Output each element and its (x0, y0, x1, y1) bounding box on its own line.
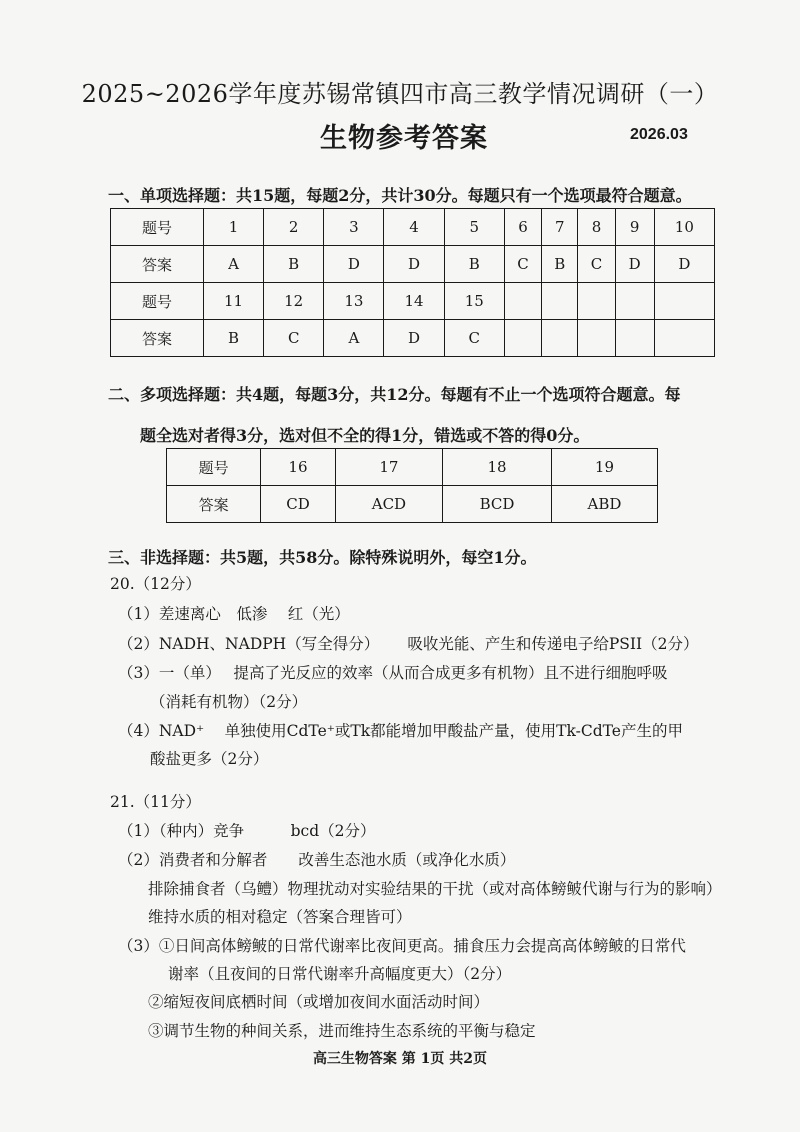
row-label: 题号 (111, 209, 204, 246)
question-number (654, 283, 714, 320)
answer-cell: C (444, 320, 504, 357)
document-date: 2026.03 (630, 126, 688, 143)
multi-choice-table (166, 448, 658, 523)
answer-cell: D (615, 246, 654, 283)
row-label: 题号 (167, 449, 261, 486)
question-number: 5 (444, 209, 504, 246)
single-choice-table (110, 208, 715, 357)
answer-cell: B (203, 320, 263, 357)
question-number: 13 (324, 283, 384, 320)
answer-cell: D (384, 246, 444, 283)
question-number: 9 (615, 209, 654, 246)
answer-line: 酸盐更多（2分） (150, 750, 269, 768)
answer-cell (578, 320, 615, 357)
question-number: 16 (261, 449, 335, 486)
answer-cell (542, 320, 578, 357)
answer-cell: A (324, 320, 384, 357)
answer-line: （消耗有机物）（2分） (150, 693, 308, 711)
question-number: 7 (542, 209, 578, 246)
table-row (111, 209, 715, 246)
answer-line: 谢率（且夜间的日常代谢率升高幅度更大）（2分） (168, 965, 512, 983)
answer-cell: B (444, 246, 504, 283)
answer-line: 维持水质的相对稳定（答案合理皆可） (148, 908, 412, 926)
answer-cell: D (384, 320, 444, 357)
answer-cell: D (324, 246, 384, 283)
question-number: 11 (203, 283, 263, 320)
answer-cell (504, 320, 541, 357)
answer-cell: B (264, 246, 324, 283)
question-number: 3 (324, 209, 384, 246)
row-label: 答案 (111, 246, 204, 283)
question-number: 12 (264, 283, 324, 320)
question-number: 4 (384, 209, 444, 246)
section2-heading-line1: 二、多项选择题：共4题，每题3分，共12分。每题有不止一个选项符合题意。每 (108, 385, 681, 404)
question-number: 8 (578, 209, 615, 246)
answer-cell: ACD (335, 486, 442, 523)
answer-cell: C (504, 246, 541, 283)
answer-line: （2）NADH、NADPH（写全得分） 吸收光能、产生和传递电子给PSII（2分） (118, 635, 699, 653)
question-number: 18 (443, 449, 552, 486)
table-row (167, 486, 658, 523)
question-number: 14 (384, 283, 444, 320)
answer-line: 排除捕食者（乌鳢）物理扰动对实验结果的干扰（或对高体鳑鲏代谢与行为的影响） (148, 880, 722, 898)
answer-line: （3）一（单） 提高了光反应的效率（从而合成更多有机物）且不进行细胞呼吸 (118, 664, 668, 682)
answer-line: （4）NAD⁺ 单独使用CdTe⁺或Tk都能增加甲酸盐产量，使用Tk-CdTe产生的甲 (118, 722, 683, 740)
question-number (504, 283, 541, 320)
answer-line: （1）（种内）竞争 bcd（2分） (118, 822, 376, 840)
answer-cell: B (542, 246, 578, 283)
question-number: 1 (203, 209, 263, 246)
question-20-title: 20.（12分） (110, 575, 201, 593)
question-number (615, 283, 654, 320)
answer-cell (654, 320, 714, 357)
section3-heading: 三、非选择题：共5题，共58分。除特殊说明外，每空1分。 (108, 548, 537, 567)
answer-cell: CD (261, 486, 335, 523)
answer-line: （2）消费者和分解者 改善生态池水质（或净化水质） (118, 851, 516, 869)
document-title: 2025~2026学年度苏锡常镇四市高三教学情况调研（一） (81, 80, 719, 108)
answer-cell: C (264, 320, 324, 357)
answer-line: （3）①日间高体鳑鲏的日常代谢率比夜间更高。捕食压力会提高高体鳑鲏的日常代 (118, 937, 686, 955)
question-number: 17 (335, 449, 442, 486)
answer-cell: D (654, 246, 714, 283)
answer-cell: ABD (551, 486, 657, 523)
answer-line: （1）差速离心 低渗 红（光） (118, 605, 350, 623)
section1-heading: 一、单项选择题：共15题，每题2分，共计30分。每题只有一个选项最符合题意。 (108, 186, 692, 205)
question-number: 6 (504, 209, 541, 246)
answer-cell (615, 320, 654, 357)
question-number: 10 (654, 209, 714, 246)
row-label: 题号 (111, 283, 204, 320)
table-row (111, 246, 715, 283)
question-21-title: 21.（11分） (110, 793, 201, 811)
page-footer: 高三生物答案 第 1页 共2页 (312, 1051, 488, 1067)
answer-cell: C (578, 246, 615, 283)
row-label: 答案 (111, 320, 204, 357)
question-number: 19 (551, 449, 657, 486)
question-number: 2 (264, 209, 324, 246)
section2-heading-line2: 题全选对者得3分，选对但不全的得1分，错选或不答的得0分。 (140, 426, 590, 445)
answer-cell: BCD (443, 486, 552, 523)
table-row (111, 320, 715, 357)
answer-cell: A (203, 246, 263, 283)
question-number: 15 (444, 283, 504, 320)
row-label: 答案 (167, 486, 261, 523)
table-row (167, 449, 658, 486)
answer-line: ③调节生物的种间关系，进而维持生态系统的平衡与稳定 (148, 1022, 536, 1040)
question-number (578, 283, 615, 320)
question-number (542, 283, 578, 320)
answer-line: ②缩短夜间底栖时间（或增加夜间水面活动时间） (148, 993, 490, 1011)
document-subtitle: 生物参考答案 (320, 123, 488, 154)
table-row (111, 283, 715, 320)
